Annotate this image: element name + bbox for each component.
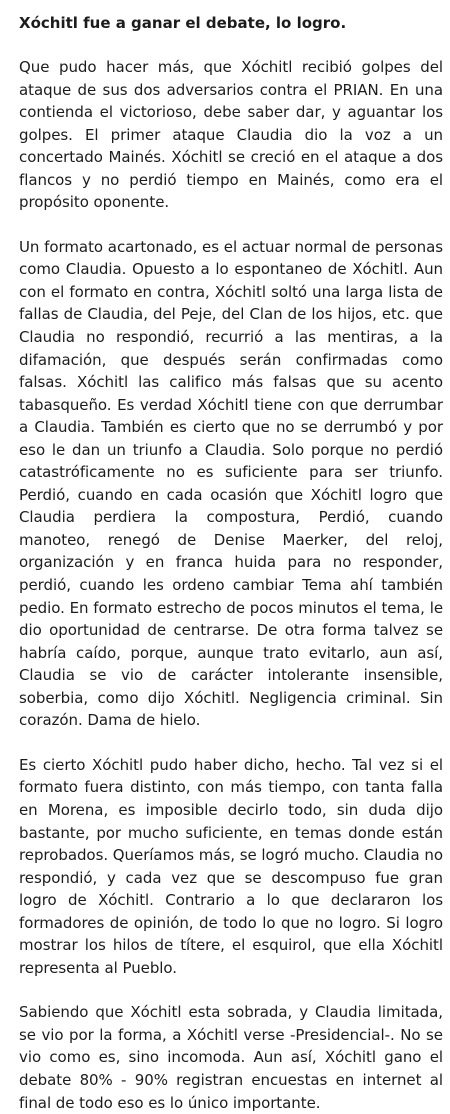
paragraph-2: Un formato acartonado, es el actuar normal de personas como Claudia. Opuesto a lo espontaneo de Xóchitl. Aun con el formato en contra, Xóchitl soltó una larga lista de fallas de Claudia, del Peje, del Clan de los hijos, etc. que Claudia no respondió, recurrió a las mentiras, a la difamación, que después serán confirmadas como falsas. Xóchitl las califico más falsas que su acento tabasqueño. Es verdad Xóchitl tiene con que derrumbar a Claudia. También es cierto que no se derrumbó y por eso le dan un triunfo a Claudia. Solo porque no perdió catastróficamente no es suficiente para ser triunfo. Perdió, cuando en cada ocasión que Xóchitl logro que Claudia perdiera la compostura, Perdió, cuando manoteo, renegó de Denise Maerker, del reloj, organización y en franca huida para no responder, perdió, cuando les ordeno cambiar Tema ahí también pedio. En formato estrecho de pocos minutos el tema, le dio oportunidad de centrarse. De otra forma talvez se habría caído, porque, aunque trato evitarlo, aun así, Claudia se vio de carácter intolerante insensible, soberbia, como dijo Xóchitl. Negligencia criminal. Sin corazón. Dama de hielo.	[19, 237, 443, 730]
paragraph-4: Sabiendo que Xóchitl esta sobrada, y Claudia limitada, se vio por la forma, a Xóchitl verse -Presidencial-. No se vio como es, sino incomoda. Aun así, Xóchitl gano el debate 80% - 90% registran encuestas en internet al final de todo eso es lo único importante.	[19, 1003, 443, 1112]
paragraph-1: Que pudo hacer más, que Xóchitl recibió golpes del ataque de sus dos adversarios contra el PRIAN. En una contienda el victorioso, debe saber dar, y aguantar los golpes. El primer ataque Claudia dio la voz a un concertado Mainés. Xóchitl se creció en el ataque a dos flancos y no perdió tiempo en Mainés, como era el propósito oponente.	[19, 58, 443, 212]
document-title: Xóchitl fue a ganar el debate, lo logro.	[19, 14, 347, 32]
paragraph-3: Es cierto Xóchitl pudo haber dicho, hecho. Tal vez si el formato fuera distinto, con más tiempo, con tanta falla en Morena, es imposible decirlo todo, sin duda dijo bastante, por mucho suficiente, en temas donde están reprobados. Queríamos más, se logró mucho. Claudia no respondió, y cada vez que se descompuso fue gran logro de Xóchitl. Contrario a lo que declararon los formadores de opinión, de todo lo que no logro. Si logro mostrar los hilos de títere, el esquirol, que ella Xóchitl representa al Pueblo.	[19, 755, 443, 977]
